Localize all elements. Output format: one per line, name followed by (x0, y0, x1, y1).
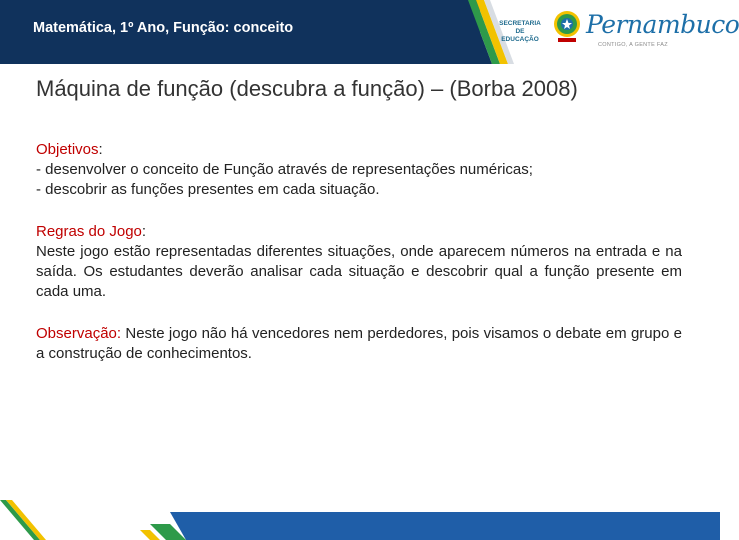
objective-item: - desenvolver o conceito de Função através de representações numéricas; (36, 161, 533, 178)
objectives-colon: : (98, 141, 103, 158)
objectives-heading-line (36, 140, 682, 160)
objectives-section (36, 140, 682, 200)
pernambuco-logo: Pernambuco (586, 10, 739, 39)
note-heading: Observação: (36, 325, 122, 342)
note-paragraph (36, 324, 682, 364)
rules-heading: Regras do Jogo (36, 223, 142, 240)
footer-decoration (0, 500, 720, 540)
objectives-heading: Objetivos (36, 141, 99, 158)
state-crest-icon (552, 6, 582, 46)
note-section (36, 324, 682, 364)
rules-colon: : (141, 223, 147, 240)
secretaria-label: SECRETARIA DE EDUCAÇÃO (499, 20, 541, 43)
pernambuco-slogan: CONTIGO, A GENTE FAZ (598, 42, 668, 48)
logo-group (490, 4, 739, 58)
note-text: Neste jogo não há vencedores nem perdedores, pois visamos o debate em grupo e a construção de conhecimentos. (36, 325, 682, 362)
objective-item: - descobrir as funções presentes em cada situação. (36, 181, 380, 198)
slide-body (36, 140, 682, 386)
course-title: Matemática, 1º Ano, Função: conceito (33, 20, 294, 36)
slide-title: Máquina de função (descubra a função) – (Borba 2008) (36, 76, 578, 101)
rules-heading-line (36, 222, 682, 242)
rules-text: Neste jogo estão representadas diferentes situações, onde aparecem números na entrada e na saída. Os estudantes deverão analisar cada situação e descobrir qual a função presente em cada uma. (36, 243, 682, 300)
rules-section (36, 222, 682, 302)
slide-header (0, 0, 739, 64)
